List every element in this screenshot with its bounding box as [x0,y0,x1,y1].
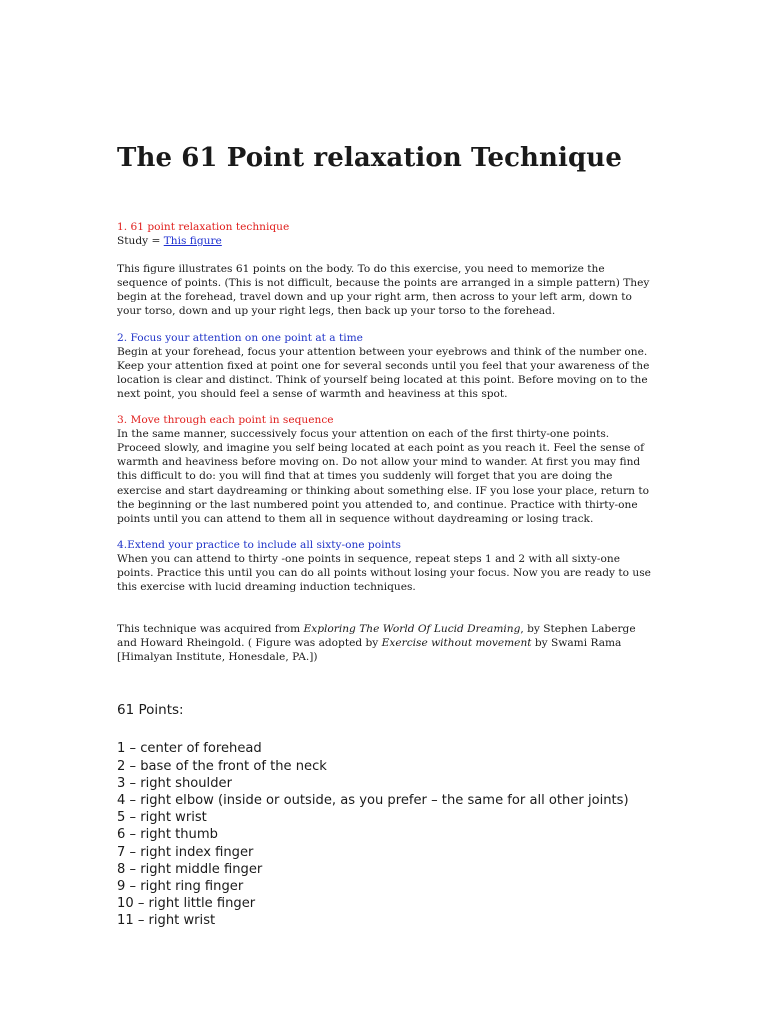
section-3-heading: 3. Move through each point in sequence [117,414,334,427]
list-item: 6 – right thumb [117,827,218,843]
source-text-2: , by Stephen Laberge and Howard Rheingold. ( Figure was adopted by [117,623,636,650]
section-1-body: This figure illustrates 61 points on the body. To do this exercise, you need to memorize the sequence of points. (This is not difficult, because the points are arranged in a simple pattern) They begin at the forehead, travel down and up your right arm, then across to your left arm, down to your torso, down and up your right legs, then back up your torso to the forehead. [117,263,650,318]
list-item: 10 – right little finger [117,896,256,912]
source-text-3: by Swami Rama [Himalyan Institute, Honesdale, PA.]) [117,637,622,664]
book-title-2: Exercise without movement [381,637,532,650]
points-heading: 61 Points: [117,702,184,719]
section-4-body: When you can attend to thirty -one points in sequence, repeat steps 1 and 2 with all sixty-one points. Practice this until you can do all points without losing your focus. Now you are ready to use this exercise with lucid dreaming induction techniques. [117,552,651,594]
section-4-heading: 4.Extend your practice to include all sixty-one points [117,538,401,551]
this-figure-link[interactable]: This figure [163,235,222,248]
section-2-body: Begin at your forehead, focus your attention between your eyebrows and think of the number one. Keep your attention fixed at point one for several seconds until you feel that your awareness of the location is clear and distinct. Think of yourself being located at this point. Before moving on to the next point, you should feel a sense of warmth and heaviness at this spot. [117,345,650,400]
list-item: 1 – center of forehead [117,741,262,757]
section-3-body: In the same manner, successively focus your attention on each of the first thirty-one points. Proceed slowly, and imagine you self being located at each point as you reach it. Feel the sense of warmth and heaviness before moving on. Do not allow your mind to wander. At first you may find this difficult to do: you will find that at times you suddenly will forget that you are doing the exercise and start daydreaming or thinking about something else. IF you lose your place, return to the beginning or the last numbered point you attended to, and continue. Practice with thirty-one points until you can attend to them all in sequence without daydreaming or losing track. [117,428,649,525]
section-4 [117,538,653,594]
list-item: 11 – right wrist [117,913,216,929]
source-attribution [117,622,653,664]
list-item: 8 – right middle finger [117,861,263,877]
list-item: 9 – right ring finger [117,879,244,895]
list-item: 5 – right wrist [117,810,207,826]
section-1-heading: 1. 61 point relaxation technique [117,221,290,233]
section-1 [117,220,653,319]
section-2 [117,331,653,401]
document-title: The 61 Point relaxation Technique [117,143,622,173]
list-item: 7 – right index finger [117,844,254,860]
list-item: 2 – base of the front of the neck [117,758,327,774]
list-item: 4 – right elbow (inside or outside, as you prefer – the same for all other joints) [117,793,629,809]
section-3 [117,413,653,526]
points-list [117,740,653,929]
list-item: 3 – right shoulder [117,775,232,791]
study-line [117,234,653,248]
source-text-1: This technique was acquired from [117,623,304,636]
study-prefix: Study = [117,235,164,248]
section-2-heading: 2. Focus your attention on one point at a time [117,331,363,344]
book-title-1: Exploring The World Of Lucid Dreaming [303,623,521,636]
